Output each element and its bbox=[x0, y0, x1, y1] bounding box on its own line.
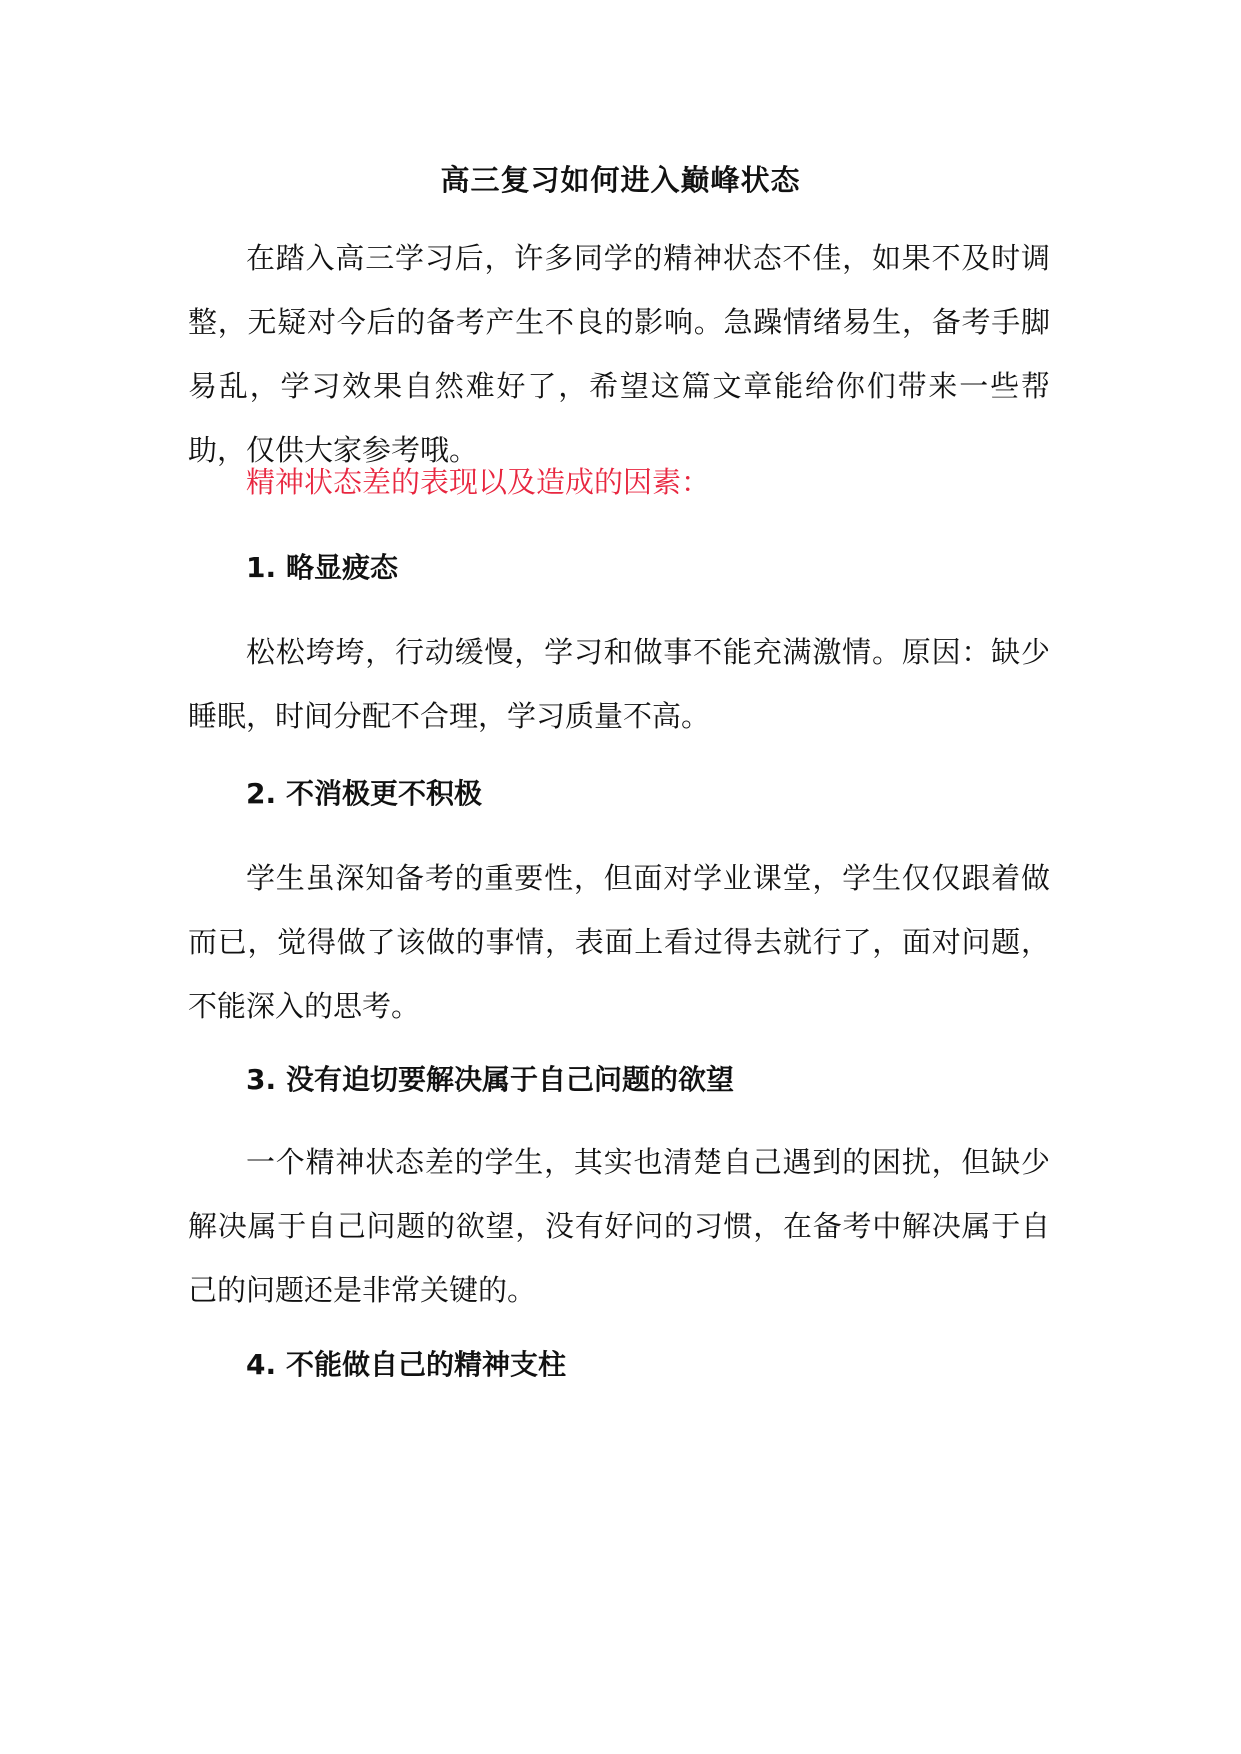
section-heading-text: 没有迫切要解决属于自己问题的欲望 bbox=[286, 1063, 735, 1096]
section-number: 1. bbox=[246, 551, 277, 584]
document-title: 高三复习如何进入巅峰状态 bbox=[440, 163, 801, 197]
section-body-3: 一个精神状态差的学生，其实也清楚自己遇到的困扰，但缺少解决属于自己问题的欲望，没有好问的习惯，在备考中解决属于自己的问题还是非常关键的。 bbox=[188, 1145, 1050, 1307]
section-body-1: 松松垮垮，行动缓慢，学习和做事不能充满激情。原因：缺少睡眠，时间分配不合理，学习质量不高。 bbox=[188, 635, 1050, 733]
section-heading-4 bbox=[246, 1345, 566, 1385]
section-heading-2 bbox=[246, 774, 482, 814]
section-heading-3 bbox=[246, 1060, 734, 1100]
section-heading-text: 不消极更不积极 bbox=[286, 777, 483, 810]
section-body-2: 学生虽深知备考的重要性，但面对学业课堂，学生仅仅跟着做而已，觉得做了该做的事情，表面上看过得去就行了，面对问题，不能深入的思考。 bbox=[188, 861, 1050, 1023]
section-number: 2. bbox=[246, 777, 277, 810]
section-heading-text: 略显疲态 bbox=[286, 551, 399, 584]
section-subtitle: 精神状态差的表现以及造成的因素： bbox=[246, 465, 711, 499]
section-heading-text: 不能做自己的精神支柱 bbox=[286, 1348, 567, 1381]
intro-paragraph: 在踏入高三学习后，许多同学的精神状态不佳，如果不及时调整，无疑对今后的备考产生不良的影响。急躁情绪易生，备考手脚易乱，学习效果自然难好了，希望这篇文章能给你们带来一些帮助，仅供大家参考哦。 bbox=[188, 241, 1050, 467]
section-heading-1 bbox=[246, 548, 398, 588]
section-number: 3. bbox=[246, 1063, 277, 1096]
section-number: 4. bbox=[246, 1348, 277, 1381]
